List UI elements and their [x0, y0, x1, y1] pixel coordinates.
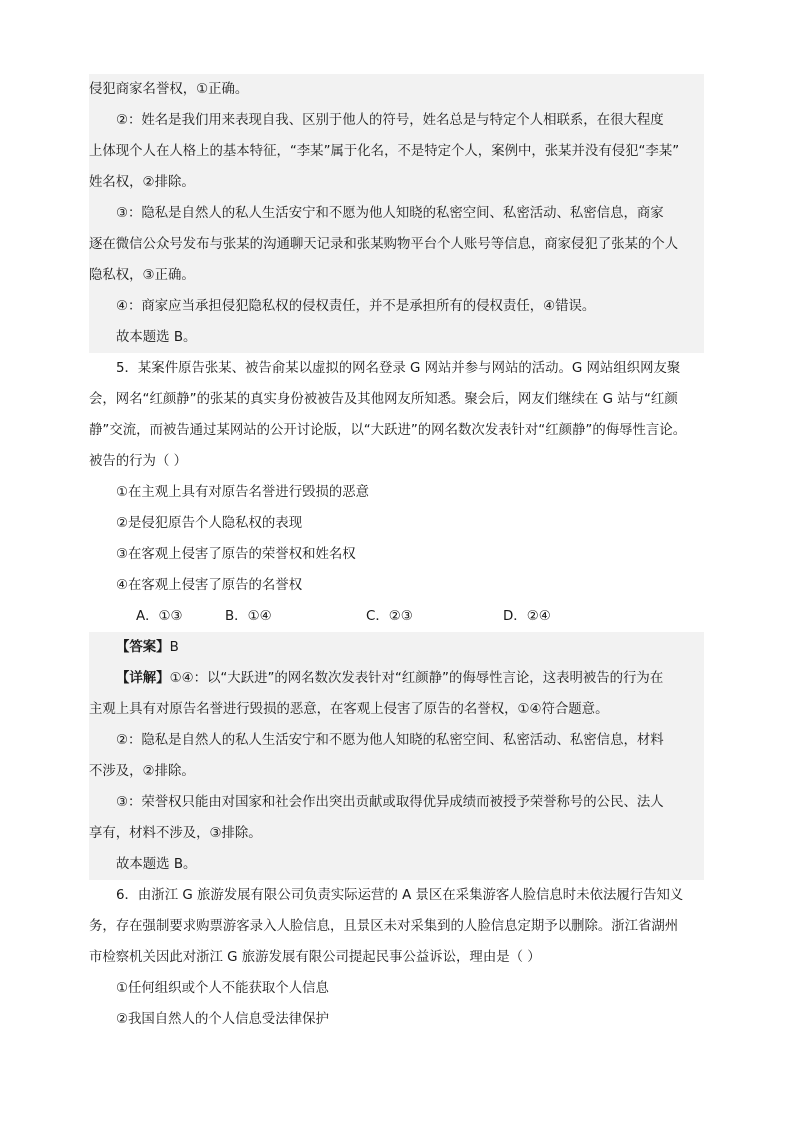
option-b: B．①④ — [225, 609, 272, 624]
answer-line — [89, 632, 704, 663]
prev-answer-line: 逐在微信公众号发布与张某的沟通聊天记录和张某购物平台个人账号等信息，商家侵犯了张某的个人 — [89, 237, 679, 252]
question-stem-line: 务，存在强制要求购票游客录入人脸信息，且景区未对采集到的人脸信息定期予以删除。浙江省湖州 — [89, 919, 679, 934]
question-6 — [89, 880, 704, 1035]
answer-value: B — [169, 640, 179, 655]
answer-tag: 【答案】 — [116, 640, 170, 655]
statement-2: ②是侵犯原告个人隐私权的表现 — [116, 516, 303, 531]
detail-line: 不涉及，②排除。 — [89, 764, 195, 779]
prev-answer-line: 侵犯商家名誉权，①正确。 — [89, 82, 249, 97]
prev-answer-conclusion: 故本题选 B。 — [116, 330, 197, 345]
option-c: C．②③ — [366, 609, 413, 624]
detail-line — [89, 663, 704, 694]
answer-options — [89, 601, 704, 632]
prev-answer-line: ③：隐私是自然人的私人生活安宁和不愿为他人知晓的私密空间、私密活动、私密信息，商家 — [116, 206, 664, 221]
prev-answer-line: 上体现个人在人格上的基本特征，“李某”属于化名，不是特定个人，案例中，张某并没有侵犯“李某” — [89, 144, 680, 159]
q5-answer-block — [89, 632, 704, 880]
question-stem-line: 6．由浙江 G 旅游发展有限公司负责实际运营的 A 景区在采集游客人脸信息时未依法履行告知义 — [116, 888, 684, 903]
detail-line: ③：荣誉权只能由对国家和社会作出突出贡献或取得优异成绩而被授予荣誉称号的公民、法人 — [116, 795, 664, 810]
option-a: A．①③ — [136, 609, 183, 624]
prev-answer-line: 姓名权，②排除。 — [89, 175, 195, 190]
detail-conclusion: 故本题选 B。 — [116, 857, 197, 872]
statement-3: ③在客观上侵害了原告的荣誉权和姓名权 — [116, 547, 356, 562]
statement-2: ②我国自然人的个人信息受法律保护 — [116, 1012, 329, 1027]
question-stem-line: 静”交流，而被告通过某网站的公开讨论版，以“大跃进”的网名数次发表针对“红颜静”的侮辱性言论。 — [89, 423, 687, 438]
question-stem-line: 市检察机关因此对浙江 G 旅游发展有限公司提起民事公益诉讼，理由是（ ） — [89, 950, 541, 965]
page-content — [89, 74, 704, 1035]
question-stem-line: 会，网名“红颜静”的张某的真实身份被被告及其他网友所知悉。聚会后，网友们继续在 G 站与“红颜 — [89, 392, 678, 407]
option-d: D．②④ — [503, 609, 551, 624]
statement-1: ①在主观上具有对原告名誉进行毁损的恶意 — [116, 485, 370, 500]
question-stem-line: 5．某案件原告张某、被告俞某以虚拟的网名登录 G 网站并参与网站的活动。G 网站组织网友聚 — [116, 361, 681, 376]
detail-text: ①④：以“大跃进”的网名数次发表针对“红颜静”的侮辱性言论，这表明被告的行为在 — [169, 671, 664, 686]
detail-line: 享有，材料不涉及，③排除。 — [89, 826, 262, 841]
statement-4: ④在客观上侵害了原告的名誉权 — [116, 578, 303, 593]
question-stem-line: 被告的行为（ ） — [89, 454, 187, 469]
statement-1: ①任何组织或个人不能获取个人信息 — [116, 981, 329, 996]
prev-answer-line: ②：姓名是我们用来表现自我、区别于他人的符号，姓名总是与特定个人相联系，在很大程度 — [116, 113, 664, 128]
prev-answer-block — [89, 74, 704, 353]
prev-answer-line: 隐私权，③正确。 — [89, 268, 195, 283]
question-5 — [89, 353, 704, 632]
prev-answer-line: ④：商家应当承担侵犯隐私权的侵权责任，并不是承担所有的侵权责任，④错误。 — [116, 299, 596, 314]
detail-line: ②：隐私是自然人的私人生活安宁和不愿为他人知晓的私密空间、私密活动、私密信息，材料 — [116, 733, 664, 748]
detail-line: 主观上具有对原告名誉进行毁损的恶意，在客观上侵害了原告的名誉权，①④符合题意。 — [89, 702, 609, 717]
detail-tag: 【详解】 — [116, 671, 170, 686]
